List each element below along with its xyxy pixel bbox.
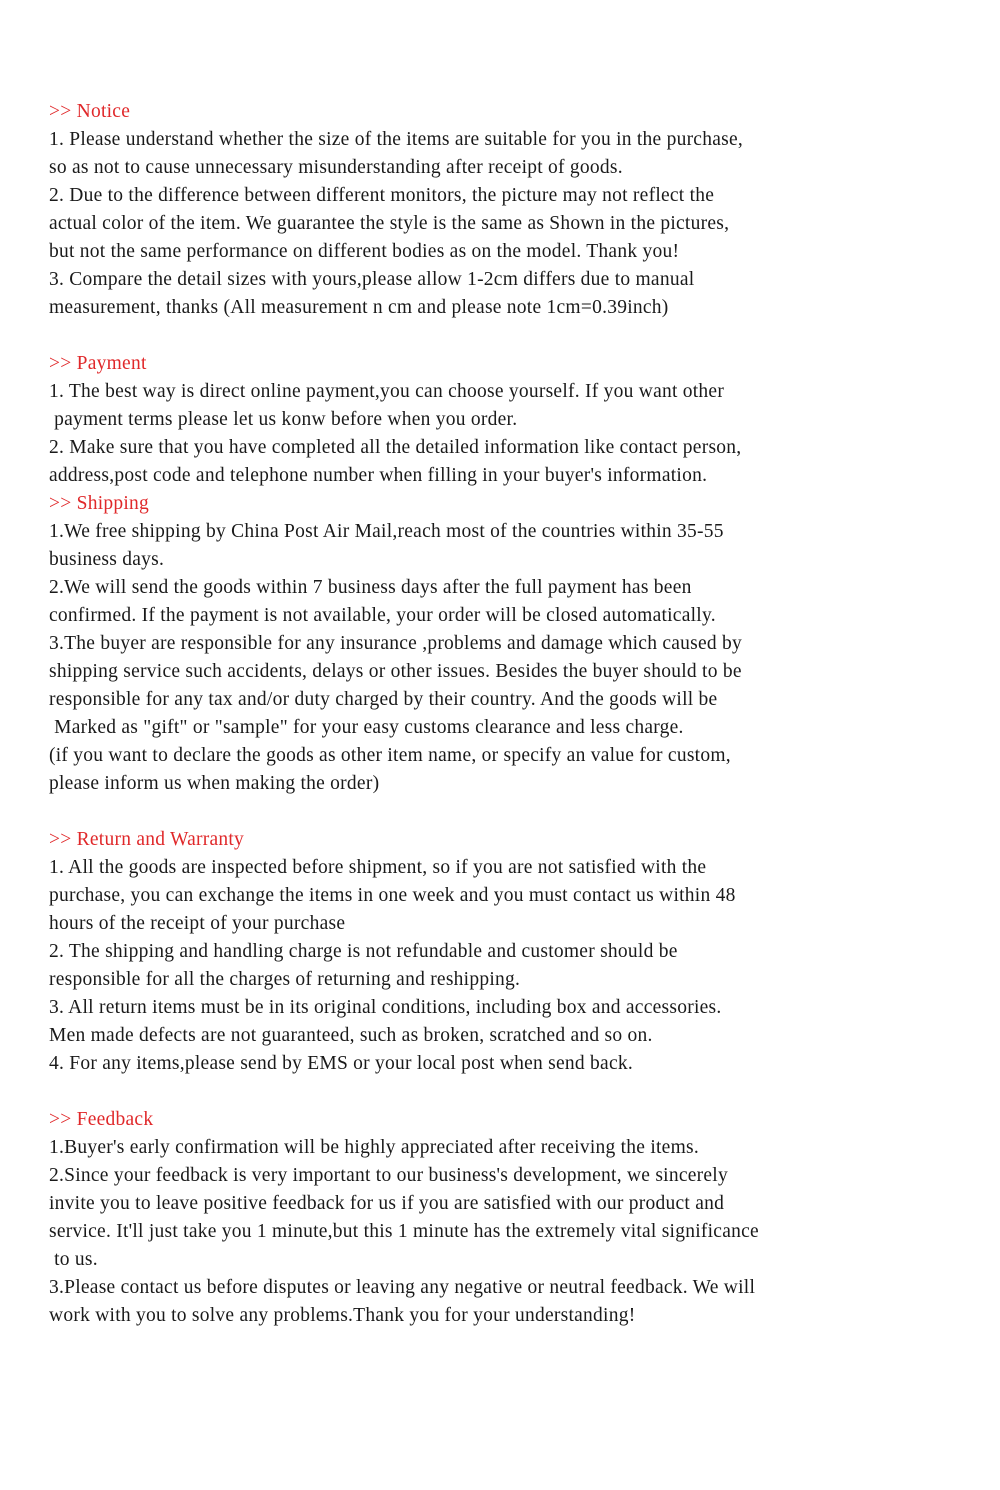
feedback-line: 2.Since your feedback is very important to our business's development, we sincerely bbox=[49, 1165, 728, 1186]
payment-line: 1. The best way is direct online payment,you can choose yourself. If you want other bbox=[49, 381, 725, 402]
payment-line: payment terms please let us konw before when you order. bbox=[49, 409, 518, 430]
shipping-line: 1.We free shipping by China Post Air Mail,reach most of the countries within 35-55 bbox=[49, 521, 724, 542]
payment-heading: >> Payment bbox=[49, 353, 147, 374]
notice-line: but not the same performance on different bodies as on the model. Thank you! bbox=[49, 241, 680, 262]
return-warranty-line: 4. For any items,please send by EMS or your local post when send back. bbox=[49, 1053, 633, 1074]
return-warranty-line: 2. The shipping and handling charge is not refundable and customer should be bbox=[49, 941, 678, 962]
feedback-line: 1.Buyer's early confirmation will be highly appreciated after receiving the items. bbox=[49, 1137, 699, 1158]
shipping-section bbox=[49, 490, 979, 798]
return-warranty-line: 3. All return items must be in its original conditions, including box and accessories. bbox=[49, 997, 722, 1018]
shipping-line: Marked as "gift" or "sample" for your easy customs clearance and less charge. bbox=[49, 717, 684, 738]
payment-line: address,post code and telephone number when filling in your buyer's information. bbox=[49, 465, 708, 486]
feedback-line: to us. bbox=[49, 1249, 98, 1270]
shipping-line: 2.We will send the goods within 7 business days after the full payment has been bbox=[49, 577, 692, 598]
shipping-line: (if you want to declare the goods as other item name, or specify an value for custom, bbox=[49, 745, 731, 766]
shipping-line: please inform us when making the order) bbox=[49, 773, 380, 794]
shipping-line: 3.The buyer are responsible for any insurance ,problems and damage which caused by bbox=[49, 633, 743, 654]
payment-line: 2. Make sure that you have completed all the detailed information like contact person, bbox=[49, 437, 742, 458]
return-warranty-section bbox=[49, 826, 979, 1078]
notice-line: so as not to cause unnecessary misunderstanding after receipt of goods. bbox=[49, 157, 623, 178]
notice-line: 3. Compare the detail sizes with yours,please allow 1-2cm differs due to manual bbox=[49, 269, 695, 290]
notice-line: actual color of the item. We guarantee the style is the same as Shown in the pictures, bbox=[49, 213, 730, 234]
return-warranty-heading: >> Return and Warranty bbox=[49, 829, 245, 850]
payment-section bbox=[49, 350, 979, 490]
feedback-heading: >> Feedback bbox=[49, 1109, 154, 1130]
shipping-line: responsible for any tax and/or duty charged by their country. And the goods will be bbox=[49, 689, 718, 710]
notice-section bbox=[49, 98, 979, 322]
section-spacer bbox=[49, 322, 979, 350]
shipping-line: confirmed. If the payment is not available, your order will be closed automatically. bbox=[49, 605, 716, 626]
notice-line: 2. Due to the difference between different monitors, the picture may not reflect the bbox=[49, 185, 715, 206]
feedback-line: service. It'll just take you 1 minute,but this 1 minute has the extremely vital significance bbox=[49, 1221, 759, 1242]
notice-line: 1. Please understand whether the size of the items are suitable for you in the purchase, bbox=[49, 129, 743, 150]
feedback-line: 3.Please contact us before disputes or leaving any negative or neutral feedback. We will bbox=[49, 1277, 756, 1298]
return-warranty-line: 1. All the goods are inspected before shipment, so if you are not satisfied with the bbox=[49, 857, 707, 878]
feedback-section bbox=[49, 1106, 979, 1330]
notice-line: measurement, thanks (All measurement n cm and please note 1cm=0.39inch) bbox=[49, 297, 669, 318]
section-spacer bbox=[49, 1078, 979, 1106]
return-warranty-line: hours of the receipt of your purchase bbox=[49, 913, 346, 934]
return-warranty-line: Men made defects are not guaranteed, such as broken, scratched and so on. bbox=[49, 1025, 653, 1046]
shipping-heading: >> Shipping bbox=[49, 493, 150, 514]
shipping-line: shipping service such accidents, delays or other issues. Besides the buyer should to be bbox=[49, 661, 742, 682]
feedback-line: work with you to solve any problems.Thank you for your understanding! bbox=[49, 1305, 636, 1326]
section-spacer bbox=[49, 798, 979, 826]
policy-document bbox=[49, 98, 979, 1330]
notice-heading: >> Notice bbox=[49, 101, 131, 122]
return-warranty-line: purchase, you can exchange the items in one week and you must contact us within 48 bbox=[49, 885, 736, 906]
shipping-line: business days. bbox=[49, 549, 165, 570]
feedback-line: invite you to leave positive feedback for us if you are satisfied with our product and bbox=[49, 1193, 725, 1214]
return-warranty-line: responsible for all the charges of returning and reshipping. bbox=[49, 969, 521, 990]
